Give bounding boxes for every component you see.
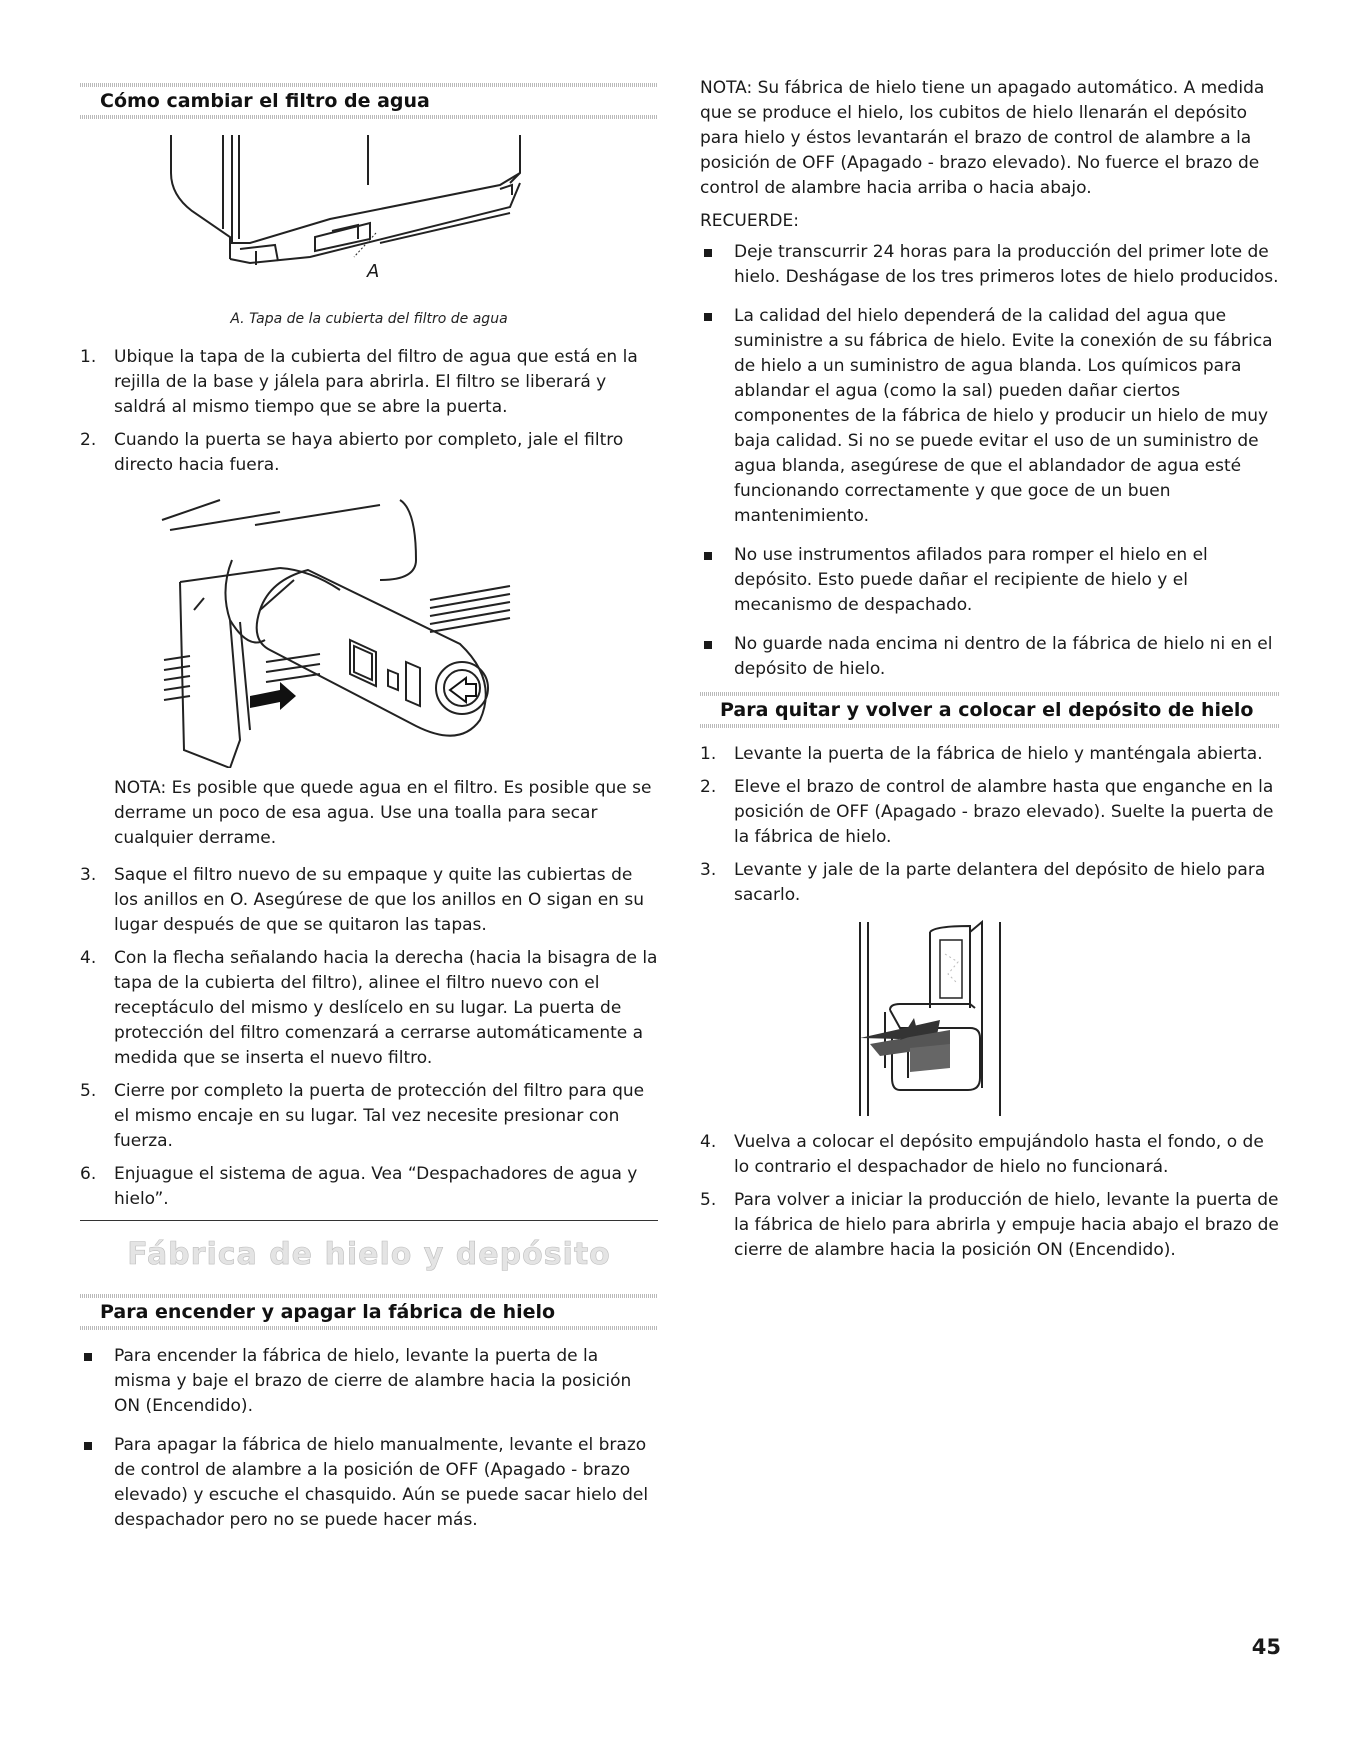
list-item <box>700 775 1280 850</box>
list-item <box>700 240 1280 290</box>
step-text: Enjuague el sistema de agua. Vea “Despachadores de agua y hielo”. <box>114 1164 638 1209</box>
list-item <box>80 863 658 938</box>
step-number: 2. <box>700 777 717 797</box>
page-number: 45 <box>1251 1635 1281 1659</box>
right-column <box>700 0 1280 1271</box>
filter-cover-illustration <box>80 133 658 305</box>
heading-rule <box>700 724 1280 728</box>
remember-label: RECUERDE: <box>700 211 799 231</box>
filter-steps-list-b <box>80 863 658 1212</box>
icemaker-bullets <box>80 1344 658 1533</box>
bullet-text: Para apagar la fábrica de hielo manualmente, levante el brazo de control de alambre a la posición de OFF (Apagado - brazo elevado) y escuche el chasquido. Aún se puede sacar hielo del despachador pero no se puede hacer más. <box>114 1435 649 1530</box>
note-text: Es posible que quede agua en el filtro. Es posible que se derrame un poco de esa agua. Use una toalla para secar cualquier derrame. <box>114 778 652 848</box>
figure-label-a: A <box>367 261 380 282</box>
list-item <box>700 304 1280 529</box>
filter-steps-list-a <box>80 345 658 478</box>
remember-bullets <box>700 240 1280 682</box>
list-item <box>80 1433 658 1533</box>
list-item <box>80 345 658 420</box>
heading-rule <box>80 115 658 119</box>
step-text: Ubique la tapa de la cubierta del filtro de agua que está en la rejilla de la base y jálela para abrirla. El filtro se liberará y saldrá al mismo tiempo que se abre la puerta. <box>114 347 638 417</box>
note-label: NOTA: <box>700 78 753 98</box>
step-text: Cierre por completo la puerta de protección del filtro para que el mismo encaje en su lugar. Tal vez necesite presionar con fuerza. <box>114 1081 645 1151</box>
figure-caption: A. Tapa de la cubierta del filtro de agua <box>230 311 508 327</box>
bullet-icon <box>704 249 712 257</box>
bullet-text: Para encender la fábrica de hielo, levante la puerta de la misma y baje el brazo de cierre de alambre hacia la posición ON (Encendido). <box>114 1346 632 1416</box>
step-text: Vuelva a colocar el depósito empujándolo hasta el fondo, o de lo contrario el despachador de hielo no funcionará. <box>734 1132 1264 1177</box>
bin-steps-list-a <box>700 742 1280 908</box>
step-number: 4. <box>700 1132 717 1152</box>
bullet-text: No guarde nada encima ni dentro de la fábrica de hielo ni en el depósito de hielo. <box>734 634 1273 679</box>
step-text: Cuando la puerta se haya abierto por completo, jale el filtro directo hacia fuera. <box>114 430 624 475</box>
bullet-icon <box>704 313 712 321</box>
step-text: Levante y jale de la parte delantera del depósito de hielo para sacarlo. <box>734 860 1266 905</box>
list-item <box>80 946 658 1071</box>
step-number: 6. <box>80 1164 97 1184</box>
step-number: 5. <box>700 1190 717 1210</box>
step-number: 2. <box>80 430 97 450</box>
list-item <box>700 543 1280 618</box>
step-number: 1. <box>700 744 717 764</box>
bin-heading: Para quitar y volver a colocar el depósito de hielo <box>720 699 1254 721</box>
list-item <box>700 858 1280 908</box>
list-item <box>80 1344 658 1419</box>
step-text: Con la flecha señalando hacia la derecha (hacia la bisagra de la tapa de la cubierta del filtro), alinee el filtro nuevo con el receptáculo del mismo y deslícelo en su lugar. La puerta de protección del filtro comenzará a cerrarse automáticamente a medida que se inserta el nuevo filtro. <box>114 948 658 1068</box>
bullet-icon <box>84 1442 92 1450</box>
list-item <box>700 1188 1280 1263</box>
step-number: 3. <box>80 865 97 885</box>
step-number: 3. <box>700 860 717 880</box>
step-text: Saque el filtro nuevo de su empaque y quite las cubiertas de los anillos en O. Asegúrese de que los anillos en O sigan en su lugar después de que se quitaron las tapas. <box>114 865 644 935</box>
step-text: Levante la puerta de la fábrica de hielo y manténgala abierta. <box>734 744 1263 764</box>
icemaker-heading: Para encender y apagar la fábrica de hielo <box>100 1301 556 1323</box>
step-text: Para volver a iniciar la producción de hielo, levante la puerta de la fábrica de hielo para abrirla y empuje hacia abajo el brazo de cierre de alambre hacia la posición ON (Encendido). <box>734 1190 1279 1260</box>
bullet-text: No use instrumentos afilados para romper el hielo en el depósito. Esto puede dañar el recipiente de hielo y el mecanismo de despachado. <box>734 545 1208 615</box>
list-item <box>80 1079 658 1154</box>
left-column <box>80 0 658 1541</box>
ice-bin-removal-illustration <box>700 918 1280 1116</box>
section-divider <box>80 1220 658 1221</box>
step-number: 1. <box>80 347 97 367</box>
filter-heading: Cómo cambiar el filtro de agua <box>100 90 430 112</box>
note-text: Su fábrica de hielo tiene un apagado automático. A medida que se produce el hielo, los cubitos de hielo llenarán el depósito para hielo y éstos levantarán el brazo de control de alambre a la posición de OFF (Apagado - brazo elevado). No fuerce el brazo de control de alambre hacia arriba o hacia abajo. <box>700 78 1265 198</box>
bin-steps-list-b <box>700 1130 1280 1263</box>
list-item <box>80 1162 658 1212</box>
list-item <box>80 428 658 478</box>
step-number: 4. <box>80 948 97 968</box>
section-title: Fábrica de hielo y depósito <box>127 1237 611 1272</box>
heading-rule <box>80 1326 658 1330</box>
list-item <box>700 632 1280 682</box>
filter-note <box>114 776 658 851</box>
bullet-icon <box>704 552 712 560</box>
bullet-icon <box>84 1353 92 1361</box>
step-number: 5. <box>80 1081 97 1101</box>
list-item <box>700 742 1280 767</box>
step-text: Eleve el brazo de control de alambre hasta que enganche en la posición de OFF (Apagado - brazo elevado). Suelte la puerta de la fábrica de hielo. <box>734 777 1274 847</box>
bullet-text: La calidad del hielo dependerá de la calidad del agua que suministre a su fábrica de hielo. Evite la conexión de su fábrica de hielo a un suministro de agua blanda. Los químicos para ablandar el agua (como la sal) pueden dañar ciertos componentes de la fábrica de hielo y producir un hielo de muy baja calidad. Si no se puede evitar el uso de un suministro de agua blanda, asegúrese de que el ablandador de agua esté funcionando correctamente y que goce de un buen mantenimiento. <box>734 306 1273 526</box>
filter-removal-illustration <box>80 490 658 768</box>
bullet-text: Deje transcurrir 24 horas para la producción del primer lote de hielo. Deshágase de los tres primeros lotes de hielo producidos. <box>734 242 1279 287</box>
autoshutoff-note <box>700 76 1280 201</box>
bullet-icon <box>704 641 712 649</box>
list-item <box>700 1130 1280 1180</box>
note-label: NOTA: <box>114 778 167 798</box>
